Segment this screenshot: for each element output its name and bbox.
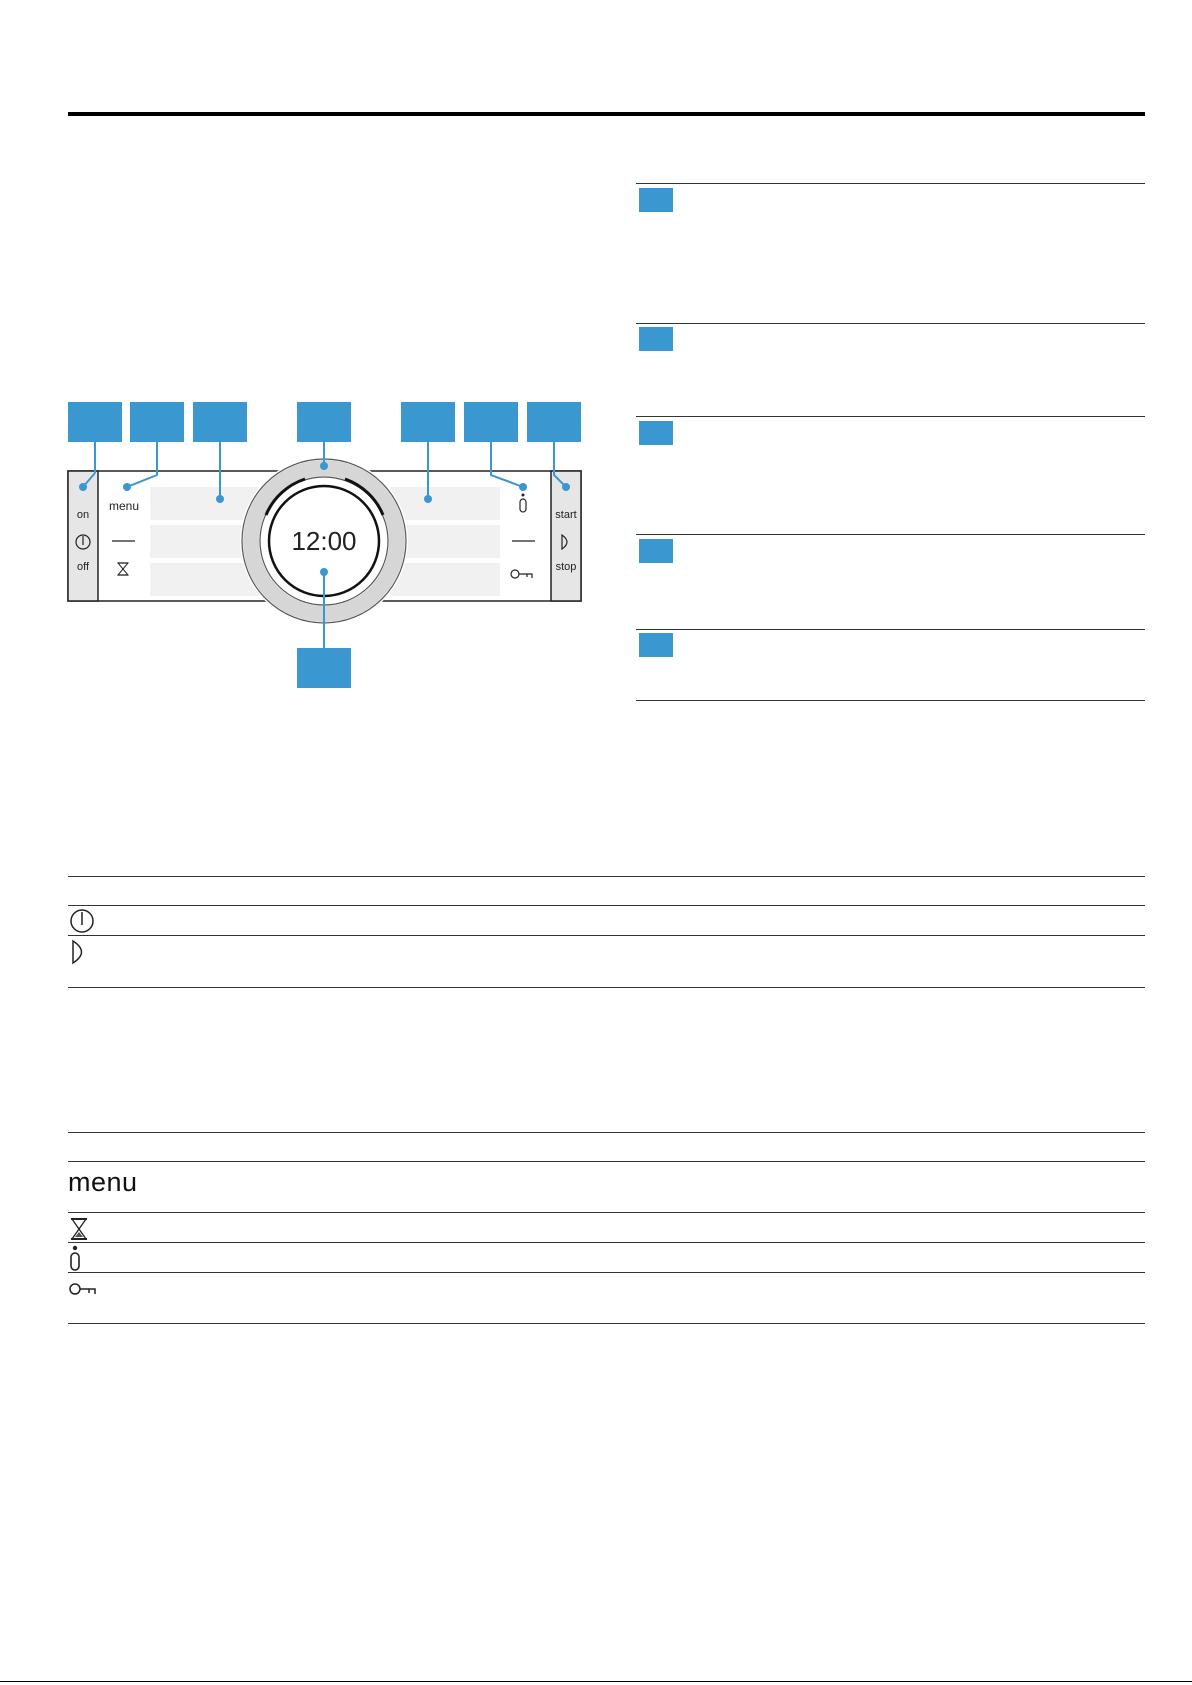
- legend-rule: [636, 323, 1145, 324]
- footer-rule: [0, 1681, 1192, 1682]
- legend-rule: [636, 416, 1145, 417]
- start-stop-icon: [68, 938, 96, 966]
- top-rule: [68, 112, 1145, 116]
- table-rule: [68, 1242, 1145, 1243]
- table-rule: [68, 905, 1145, 906]
- callout-box-6: [464, 402, 518, 442]
- power-icon: [68, 908, 96, 934]
- control-panel-diagram: [60, 395, 590, 690]
- menu-symbol: menu: [68, 1166, 138, 1197]
- table-rule: [68, 1212, 1145, 1213]
- menu-label: menu: [108, 499, 140, 513]
- table-rule: [68, 1161, 1145, 1162]
- legend-callout-5: [639, 633, 673, 657]
- legend-callout-3: [639, 421, 673, 445]
- callout-legend: [636, 183, 1145, 703]
- callout-box-1: [68, 402, 122, 442]
- touch-fields-table: [68, 1132, 1145, 1324]
- callout-box-8: [297, 648, 351, 688]
- touch-field-left-3: [150, 563, 260, 596]
- touch-field-right-3: [390, 563, 500, 596]
- touch-field-left-1: [150, 487, 260, 520]
- table-rule: [68, 876, 1145, 877]
- callout-box-7: [527, 402, 581, 442]
- table-rule: [68, 1323, 1145, 1324]
- legend-callout-1: [639, 188, 673, 212]
- table-rule: [68, 1132, 1145, 1133]
- key-icon: [68, 1278, 98, 1300]
- start-label: start: [555, 509, 577, 521]
- callout-box-4: [297, 402, 351, 442]
- callout-box-2: [130, 402, 184, 442]
- table-rule: [68, 987, 1145, 988]
- table-row: [68, 908, 96, 934]
- legend-rule: [636, 183, 1145, 184]
- table-rule: [68, 1272, 1145, 1273]
- legend-callout-4: [639, 539, 673, 563]
- buttons-table: [68, 876, 1145, 988]
- touch-field-right-1: [390, 487, 500, 520]
- legend-callout-2: [639, 327, 673, 351]
- clock-display: 12:00: [291, 526, 357, 556]
- table-row: [68, 938, 96, 966]
- legend-rule: [636, 700, 1145, 701]
- off-label: off: [76, 561, 90, 573]
- hourglass-icon: [68, 1216, 90, 1242]
- legend-rule: [636, 534, 1145, 535]
- callout-box-5: [401, 402, 455, 442]
- table-rule: [68, 935, 1145, 936]
- table-row: [68, 1244, 82, 1272]
- table-row: [68, 1162, 138, 1202]
- info-icon: [68, 1244, 82, 1272]
- on-label: on: [76, 509, 90, 521]
- table-row: [68, 1275, 98, 1303]
- table-row: [68, 1215, 90, 1242]
- stop-label: stop: [555, 561, 577, 573]
- callout-box-3: [193, 402, 247, 442]
- legend-rule: [636, 629, 1145, 630]
